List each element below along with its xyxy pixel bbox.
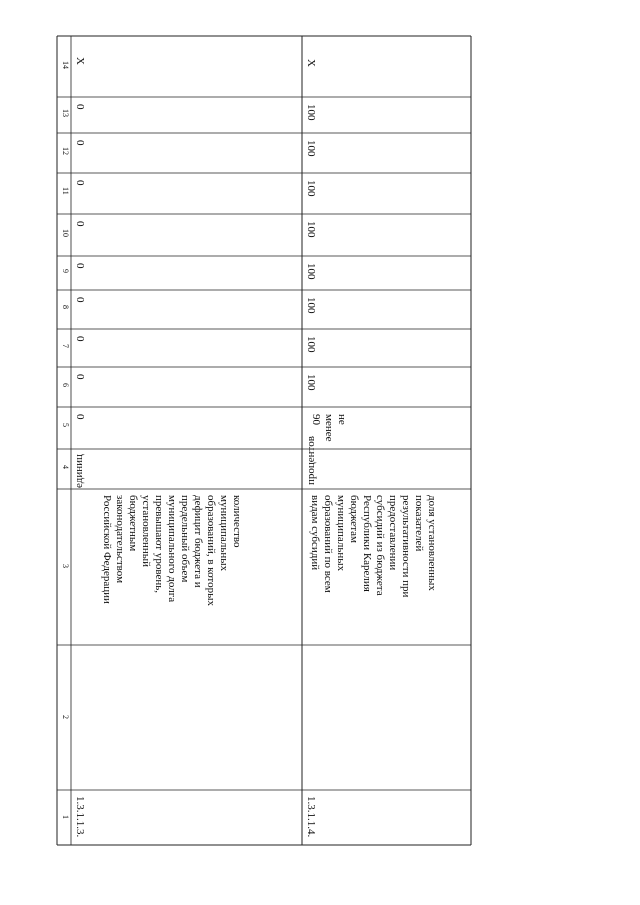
unit: процентов xyxy=(305,436,317,485)
indicator-description: доля установленных показателей результативности при предоставлении субсидий из бюджета Республики Карелия бюджетам муниципальных образований по всем видам субсидий xyxy=(309,495,438,598)
cell-col8: 100 xyxy=(305,297,317,314)
cell-col5: не менее 90 xyxy=(310,414,348,442)
col-header-3: 3 xyxy=(61,564,70,568)
cell-col12: 0 xyxy=(74,140,86,146)
row-code: 1.3.1.1.3. xyxy=(74,796,86,838)
cell-col10: 0 xyxy=(74,221,86,227)
col-header-4: 4 xyxy=(61,465,70,469)
cell-col6: 100 xyxy=(305,374,317,391)
cell-col6: 0 xyxy=(74,374,86,380)
col-header-12: 12 xyxy=(61,147,70,155)
col-header-11: 11 xyxy=(61,187,70,195)
row-code: 1.3.1.1.4. xyxy=(305,796,317,838)
cell-col9: 100 xyxy=(305,263,317,280)
col-header-8: 8 xyxy=(61,305,70,309)
cell-col8: 0 xyxy=(74,297,86,303)
col-header-5: 5 xyxy=(61,423,70,427)
cell-col12: 100 xyxy=(305,140,317,157)
cell-col14: X xyxy=(305,59,317,67)
cell-col7: 0 xyxy=(74,336,86,342)
cell-col7: 100 xyxy=(305,336,317,353)
col-header-14: 14 xyxy=(61,61,70,69)
col-header-6: 6 xyxy=(61,383,70,387)
col-header-2: 2 xyxy=(61,715,70,719)
cell-col10: 100 xyxy=(305,221,317,238)
unit: единиц xyxy=(73,454,85,488)
col-header-13: 13 xyxy=(61,109,70,117)
col-header-7: 7 xyxy=(61,344,70,348)
cell-col9: 0 xyxy=(74,263,86,269)
col-header-9: 9 xyxy=(61,269,70,273)
col-header-1: 1 xyxy=(61,815,70,819)
cell-col13: 100 xyxy=(305,104,317,121)
cell-col11: 100 xyxy=(305,180,317,197)
cell-col13: 0 xyxy=(74,104,86,110)
indicator-description: количество муниципальных образований, в которых дефицит бюджета и предельный объем муниципального долга превышают уровень, установленный бюджетным законодательством Российской Федерации xyxy=(101,495,243,606)
cell-col5: 0 xyxy=(74,414,86,420)
cell-col11: 0 xyxy=(74,180,86,186)
col-header-10: 10 xyxy=(61,229,70,237)
cell-col14: X xyxy=(74,57,86,65)
